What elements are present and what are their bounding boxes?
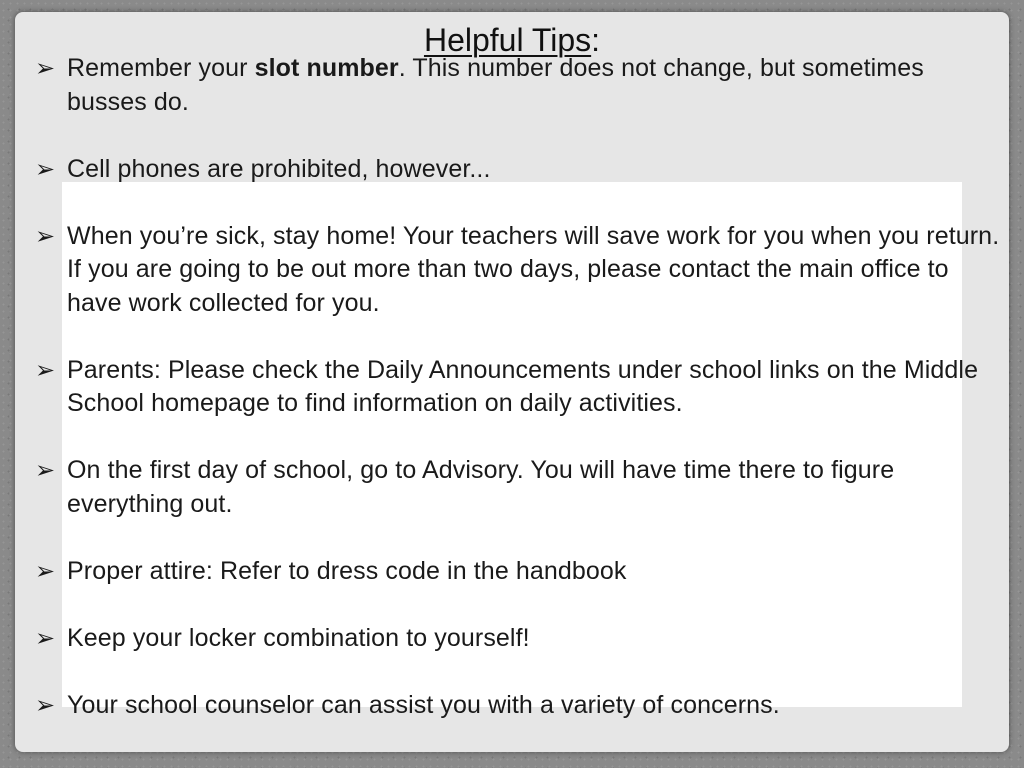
tip-text-bold: slot number bbox=[254, 54, 399, 82]
arrow-bullet-icon: ➢ bbox=[35, 557, 56, 585]
arrow-bullet-icon: ➢ bbox=[35, 222, 56, 250]
tip-sick bbox=[35, 220, 1009, 321]
tips-list bbox=[35, 52, 1009, 752]
tip-counselor bbox=[35, 689, 1009, 723]
arrow-bullet-icon: ➢ bbox=[35, 155, 56, 183]
tip-locker bbox=[35, 622, 1009, 656]
tip-text: Parents: Please check the Daily Announcements under school links on the Middle School homepage to find information on daily activities. bbox=[67, 355, 979, 417]
tip-text: On the first day of school, go to Advisory. You will have time there to figure everything out. bbox=[67, 456, 895, 518]
arrow-bullet-icon: ➢ bbox=[35, 55, 56, 82]
arrow-bullet-icon: ➢ bbox=[35, 624, 56, 652]
tip-text: Proper attire: Refer to dress code in the handbook bbox=[67, 556, 627, 585]
tip-attire bbox=[35, 555, 1009, 589]
slide-title-colon: : bbox=[591, 22, 601, 58]
tip-text: Your school counselor can assist you with a variety of concerns. bbox=[67, 690, 780, 719]
tip-text: Keep your locker combination to yourself! bbox=[67, 623, 530, 652]
arrow-bullet-icon: ➢ bbox=[35, 691, 56, 719]
tip-cell-phones bbox=[35, 153, 1009, 187]
tip-first-day bbox=[35, 454, 1009, 521]
tip-text-after: . This number does not change, but sometimes busses do. bbox=[67, 54, 924, 116]
arrow-bullet-icon: ➢ bbox=[35, 457, 56, 484]
slide-title-text: Helpful Tips bbox=[423, 22, 592, 58]
tip-parents bbox=[35, 354, 1009, 421]
tip-text: When you’re sick, stay home! Your teachers will save work for you when you return. If you are going to be out more than two days, please contact the main office to have work collected for you. bbox=[67, 221, 1000, 317]
slide bbox=[15, 12, 1009, 752]
tip-slot-number bbox=[35, 52, 1009, 119]
tip-text: Cell phones are prohibited, however... bbox=[67, 154, 491, 183]
tip-text-before: Remember your bbox=[67, 54, 255, 82]
arrow-bullet-icon: ➢ bbox=[35, 356, 56, 384]
